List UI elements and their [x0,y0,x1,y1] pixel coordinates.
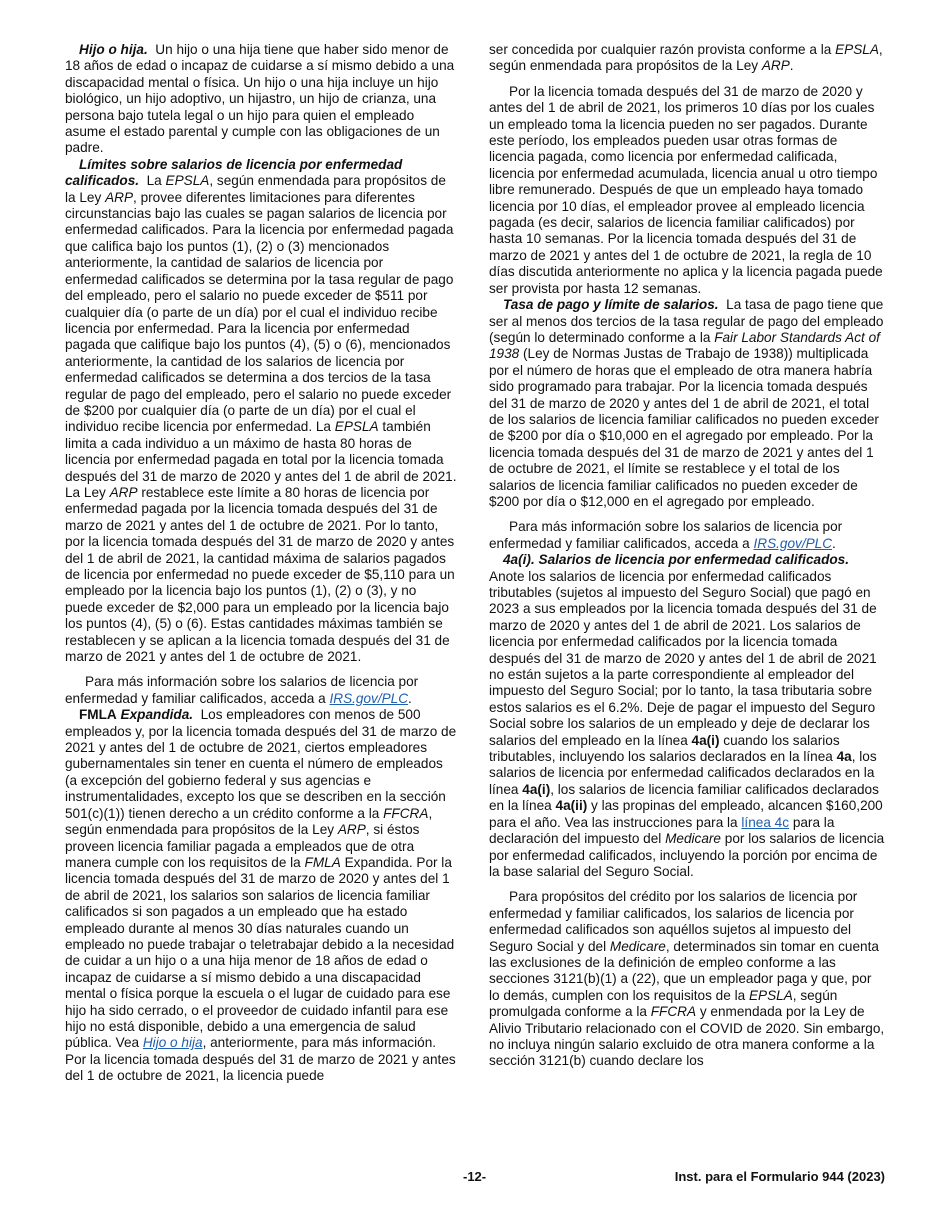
left-column [65,42,457,1085]
paragraph-mas-informacion: Para más información sobre los salarios de licencia por enfermedad y familiar calificados, acceda a IRS.gov/PLC. [65,674,419,706]
heading-hijo-o-hija: Hijo o hija. [79,42,148,57]
heading-fmla: FMLA [79,707,117,723]
heading-linea-4ai: 4a(i). Salarios de licencia por enfermedad calificados. [503,552,850,568]
page-footer [65,1169,885,1187]
page-number: -12- [463,1169,487,1184]
paragraph-limites-salarios: Límites sobre salarios de licencia por enfermedad calificados. La EPSLA, según enmendada para propósitos de la Ley ARP, provee diferentes limitaciones para diferentes circunstancias bajo las cuales se pagan salarios de licencia por enfermedad calificados. Para la licencia por enfermedad pagada que califica bajo los puntos (1), (2) o (3) mencionados anteriormente, la cantidad de salarios de licencia por enfermedad calificados se determina por la tasa regular de pago del empleado, pero el salario no puede exceder de $511 por cualquier día (o parte de un día) por el cual el individuo recibe licencia por enfermedad. Para la licencia por enfermedad pagada que califique bajo los puntos (4), (5) o (6), mencionados anteriormente, la cantidad de los salarios de licencia por enfermedad calificados se determina a dos tercios de la tasa regular de pago del empleado, pero el salario no puede exceder de $200 por cualquier día (o parte de un día) por el cual el individuo recibe licencia por enfermedad. La EPSLA también limita a cada individuo a un máximo de hasta 80 horas de licencia por enfermedad pagada en total por la licencia tomada después del 31 de marzo de 2020 y antes del 1 de abril de 2021. La Ley ARP restablece este límite a 80 horas de licencia por enfermedad pagada por la licencia tomada después del 31 de marzo de 2021 y antes del 1 de octubre de 2021. Por lo tanto, por la licencia tomada después del 31 de marzo de 2020 y antes del 1 de abril de 2021, la cantidad máxima de salarios pagados de licencia por enfermedad no puede exceder de $5,110 para un empleado por la licencia bajo los puntos (1), (2) o (3), y no puede exceder de $2,000 para un empleado por la licencia bajo los puntos (4), (5) o (6). Estas cantidades máximas también se restablecen y se aplican a la licencia tomada después del 31 de marzo de 2021 y antes del 1 de octubre de 2021. [65,156,457,665]
irs-plc-link-2[interactable]: IRS.gov/PLC [753,535,833,551]
linea-4c-link[interactable]: línea 4c [741,814,790,830]
heading-tasa-de-pago: Tasa de pago y límite de salarios. [503,297,719,313]
right-column [489,42,885,1070]
paragraph-tasa-de-pago: Tasa de pago y límite de salarios. La tasa de pago tiene que ser al menos dos tercios de la tasa regular de pago del empleado (según lo determinado conforme a la Fair Labor Standards Act of 1938 (Ley de Normas Justas de Trabajo de 1938)) multiplicada por el número de horas que el empleado de otra manera habría sido programado para trabajar. Por la licencia tomada después del 31 de marzo de 2020 y antes del 1 de abril de 2021, el total de los salarios de licencia familiar calificados no pueden exceder de $200 por día o $10,000 en el agregado por empleado. Por la licencia tomada después del 31 de marzo de 2021 y antes del 1 de octubre de 2021, el límite se restablece y el total de los salarios de licencia familiar calificados no pueden exceder de $200 por día o $12,000 en el agregado por empleado. [489,297,884,509]
paragraph-proposito-credito: Para propósitos del crédito por los salarios de licencia por enfermedad y familiar calificados, los salarios de licencia por enfermedad calificados son aquéllos sujetos al impuesto del Seguro Social y del Medicare, determinados sin tomar en cuenta las exclusiones de la definición de empleo conforme a las secciones 3121(b)(1) a (22), que un empleador paga y que, por lo demás, cumplen con los requisitos de la EPSLA, según promulgada conforme a la FFCRA y enmendada por la Ley de Alivio Tributario relacionado con el COVID de 2020. Sin embargo, no incluya ningún salario excluido de otra manera conforme a la sección 3121(b) cuando declare los [489,889,885,1069]
form-title: Inst. para el Formulario 944 (2023) [674,1169,885,1184]
paragraph-linea-4ai: 4a(i). Salarios de licencia por enfermedad calificados. Anote los salarios de licencia por enfermedad calificados tributables (sujetos al impuesto del Seguro Social) que pagó en 2023 a sus empleados por la licencia tomada después del 31 de marzo de 2020 y antes del 1 de abril de 2021. Los salarios de licencia por enfermedad calificados por la licencia tomada después del 31 de marzo de 2020 y antes del 1 de abril de 2021 no están sujetos a la parte correspondiente al empleador del impuesto del Seguro Social; por lo tanto, la tasa tributaria sobre estos salarios es el 6.2%. Deje de pagar el impuesto del Seguro Social sobre los salarios de un empleado y deje de declarar los salarios del empleado en la línea 4a(i) cuando los salarios tributables, incluyendo los salarios declarados en la línea 4a, los salarios de licencia por enfermedad calificados declarados en la línea 4a(i), los salarios de licencia familiar calificados declarados en la línea 4a(ii) y las propinas del empleado, alcancen $160,200 para el año. Vea las instrucciones para la línea 4c para la declaración del impuesto del Medicare por los salarios de licencia por enfermedad calificados, incluyendo la porción por encima de la base salarial del Seguro Social. [489,552,885,879]
paragraph-continuacion: ser concedida por cualquier razón provista conforme a la EPSLA, según enmendada para propósitos de la Ley ARP. [489,42,883,74]
paragraph-fmla-expandida: FMLA Expandida. Los empleadores con menos de 500 empleados y, por la licencia tomada después del 31 de marzo de 2021 y antes del 1 de octubre de 2021, ciertos empleadores gubernamentales sin tener en cuenta el número de empleados (a excepción del gobierno federal y sus agencias e instrumentalidades, excepto los que se describen en la sección 501(c)(1)) tienen derecho a un crédito conforme a la FFCRA, según enmendada para propósitos de la Ley ARP, si éstos proveen licencia familiar pagada a empleados que de otra manera cumple con los requisitos de la FMLA Expandida. Por la licencia tomada después del 31 de marzo de 2020 y antes del 1 de abril de 2021, los salarios son salarios de licencia familiar calificados si son pagados a un empleado que ha estado empleado durante al menos 30 días naturales cuando un empleado no puede trabajar o teletrabajar debido a la necesidad de cuidar a un hijo o a una hija menor de 18 años de edad o incapaz de cuidarse a sí mismo debido a una discapacidad mental o física porque la escuela o el lugar de cuidado para ese hijo ha sido cerrado, o el proveedor de cuidado infantil para ese hijo no está disponible, debido a una emergencia de salud pública. Vea Hijo o hija, anteriormente, para más información. Por la licencia tomada después del 31 de marzo de 2021 y antes del 1 de octubre de 2021, la licencia puede [65,707,457,1084]
paragraph-mas-informacion-2: Para más información sobre los salarios de licencia por enfermedad y familiar calificados, acceda a IRS.gov/PLC. [489,519,843,551]
irs-plc-link[interactable]: IRS.gov/PLC [329,690,409,706]
heading-limites-salarios: Límites sobre salarios de licencia por enfermedad calificados. [65,156,403,189]
paragraph-primeros-10-dias: Por la licencia tomada después del 31 de marzo de 2020 y antes del 1 de abril de 2021, los primeros 10 días por los cuales un empleado toma la licencia pueden no ser pagados. Durante este período, los empleados pueden usar otras formas de licencia pagada, como licencia por enfermedad calificada, licencia por enfermedad acumulada, licencia anual u otro tiempo libre remunerado. Después de que un empleado haya tomado licencia por 10 días, el empleador provee al empleado licencia pagada (es decir, salarios de licencia familiar calificados) por hasta 10 semanas. Por la licencia tomada después del 31 de marzo de 2021 y antes del 1 de octubre de 2021, la regla de 10 días discutida anteriormente no aplica y la licencia pagada puede ser provista por hasta 12 semanas. [489,83,883,296]
hijo-o-hija-link[interactable]: Hijo o hija [142,1035,203,1051]
heading-expandida: Expandida. [120,707,194,723]
paragraph-hijo-o-hija: Hijo o hija. Un hijo o una hija tiene que haber sido menor de 18 años de edad o incapaz de cuidarse a sí mismo debido a una discapacidad mental o física. Un hijo o una hija incluye un hijo biológico, un hijo adoptivo, un hijastro, un hijo de crianza, una persona bajo tutela legal o un hijo para quien el empleado asume el estado parental y cumple con las obligaciones de un padre. [65,42,455,156]
